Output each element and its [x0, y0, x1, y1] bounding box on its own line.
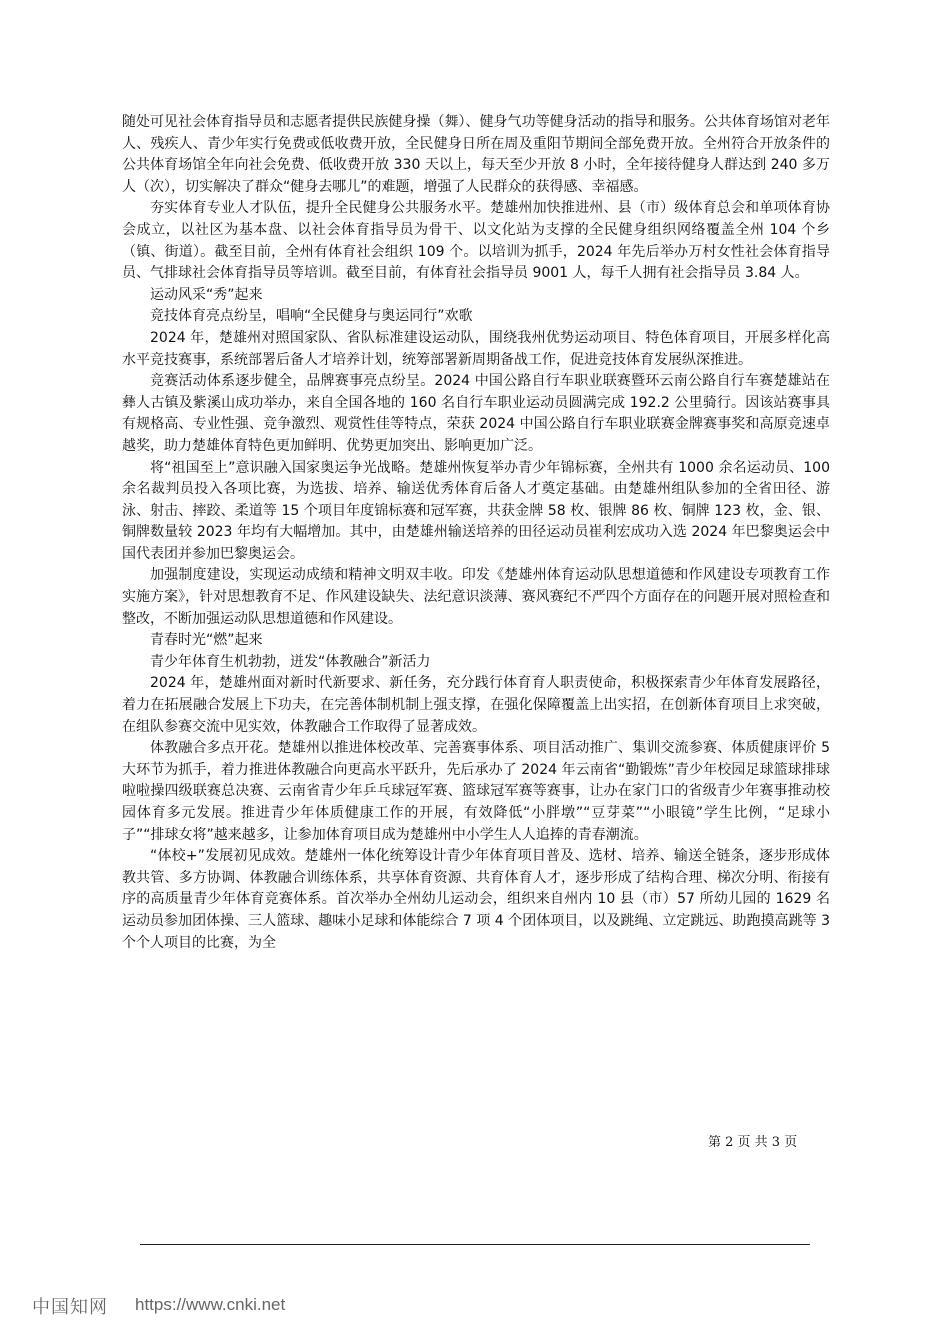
- paragraph: 运动风采“秀”起来: [150, 286, 263, 303]
- paragraph: 体教融合多点开花。楚雄州以推进体校改革、完善赛事体系、项目活动推广、集训交流参赛、体质健康评价 5 大环节为抓手，着力推进体教融合向更高水平跃升，先后承办了 2024 年云南省“勤锻炼”青少年校园足球篮球排球啦啦操四级联赛总决赛、云南省青少年乒乓球冠军赛、篮球冠军赛等赛事，让办在家门口的省级青少年赛事推动校园体育多元发展。推进青少年体质健康工作的开展，有效降低“小胖墩”“豆芽菜”“小眼镜”学生比例，“足球小子”“排球女将”越来越多，让参加体育项目成为楚雄州中小学生人人追捧的青春潮流。: [122, 740, 830, 843]
- paragraph: 竞技体育亮点纷呈，唱响“全民健身与奥运同行”欢歌: [150, 308, 473, 325]
- page-number: 第 2 页 共 3 页: [708, 1135, 798, 1150]
- paragraph: “体校+”发展初见成效。楚雄州一体化统筹设计青少年体育项目普及、选材、培养、输送全链条，逐步形成体教共管、多方协调、体教融合训练体系，共享体育资源、共育体育人才，逐步形成了结构合理、梯次分明、衔接有序的高质量青少年体育竞赛体系。首次举办全州幼儿运动会，组织来自州内 10 县（市）57 所幼儿园的 1629 名运动员参加团体操、三人篮球、趣味小足球和体能综合 7 项 4 个团体项目，以及跳绳、立定跳远、助跑摸高跳等 3 个个人项目的比赛，为全: [122, 848, 830, 951]
- cnki-url[interactable]: https://www.cnki.net: [135, 1295, 286, 1314]
- paragraph: 2024 年，楚雄州面对新时代新要求、新任务，充分践行体育育人职责使命，积极探索青少年体育发展路径，着力在拓展融合发展上下功夫，在完善体制机制上强支撑，在强化保障覆盖上出实招，在创新体育项目上求突破，在组队参赛交流中见实效，体教融合工作取得了显著成效。: [122, 675, 830, 735]
- paragraph: 青春时光“燃”起来: [150, 632, 263, 649]
- paragraph: 青少年体育生机勃勃，迸发“体教融合”新活力: [150, 653, 431, 670]
- article-body: [122, 112, 830, 954]
- paragraph: 夯实体育专业人才队伍，提升全民健身公共服务水平。楚雄州加快推进州、县（市）级体育总会和单项体育协会成立，以社区为基本盘、以社会体育指导员为骨干、以文化站为支撑的全民健身组织网络覆盖全州 104 个乡（镇、街道）。截至目前，全州有体育社会组织 109 个。以培训为抓手，2024 年先后举办万村女性社会体育指导员、气排球社会体育指导员等培训。截至目前，有体育社会指导员 9001 人，每千人拥有社会指导员 3.84 人。: [122, 200, 830, 282]
- footer-rule: [140, 1244, 810, 1245]
- paragraph: 加强制度建设，实现运动成绩和精神文明双丰收。印发《楚雄州体育运动队思想道德和作风建设专项教育工作实施方案》，针对思想教育不足、作风建设缺失、法纪意识淡薄、赛风赛纪不严四个方面存在的问题开展对照检查和整改，不断加强运动队思想道德和作风建设。: [122, 567, 830, 627]
- paragraph: 竞赛活动体系逐步健全，品牌赛事亮点纷呈。2024 中国公路自行车职业联赛暨环云南公路自行车赛楚雄站在彝人古镇及紫溪山成功举办，来自全国各地的 160 名自行车职业运动员圆满完成 192.2 公里骑行。因该站赛事具有规格高、专业性强、竞争激烈、观赏性佳等特点，荣获 2024 中国公路自行车职业联赛金牌赛事奖和高原竞速卓越奖，助力楚雄体育特色更加鲜明、优势更加突出、影响更加广泛。: [122, 373, 830, 454]
- paragraph: 随处可见社会体育指导员和志愿者提供民族健身操（舞）、健身气功等健身活动的指导和服务。公共体育场馆对老年人、残疾人、青少年实行免费或低收费开放，全民健身日所在周及重阳节期间全部免费开放。全州符合开放条件的公共体育场馆全年向社会免费、低收费开放 330 天以上，每天至少开放 8 小时，全年接待健身人群达到 240 多万人（次），切实解决了群众“健身去哪儿”的难题，增强了人民群众的获得感、幸福感。: [122, 114, 830, 195]
- paragraph: 2024 年，楚雄州对照国家队、省队标准建设运动队，围绕我州优势运动项目、特色体育项目，开展多样化高水平竞技赛事，系统部署后备人才培养计划，统筹部署新周期备战工作，促进竞技体育发展纵深推进。: [122, 329, 830, 368]
- cnki-logo: 中国知网: [32, 1297, 108, 1318]
- paragraph: 将“祖国至上”意识融入国家奥运争光战略。楚雄州恢复举办青少年锦标赛，全州共有 1000 余名运动员、100 余名裁判员投入各项比赛，为选拔、培养、输送优秀体育后备人才奠定基础。由楚雄州组队参加的全省田径、游泳、射击、摔跤、柔道等 15 个项目年度锦标赛和冠军赛，共获金牌 58 枚、银牌 86 枚、铜牌 123 枚，金、银、铜牌数量较 2023 年均有大幅增加。其中，由楚雄州输送培养的田径运动员崔利宏成功入选 2024 年巴黎奥运会中国代表团并参加巴黎奥运会。: [122, 459, 830, 562]
